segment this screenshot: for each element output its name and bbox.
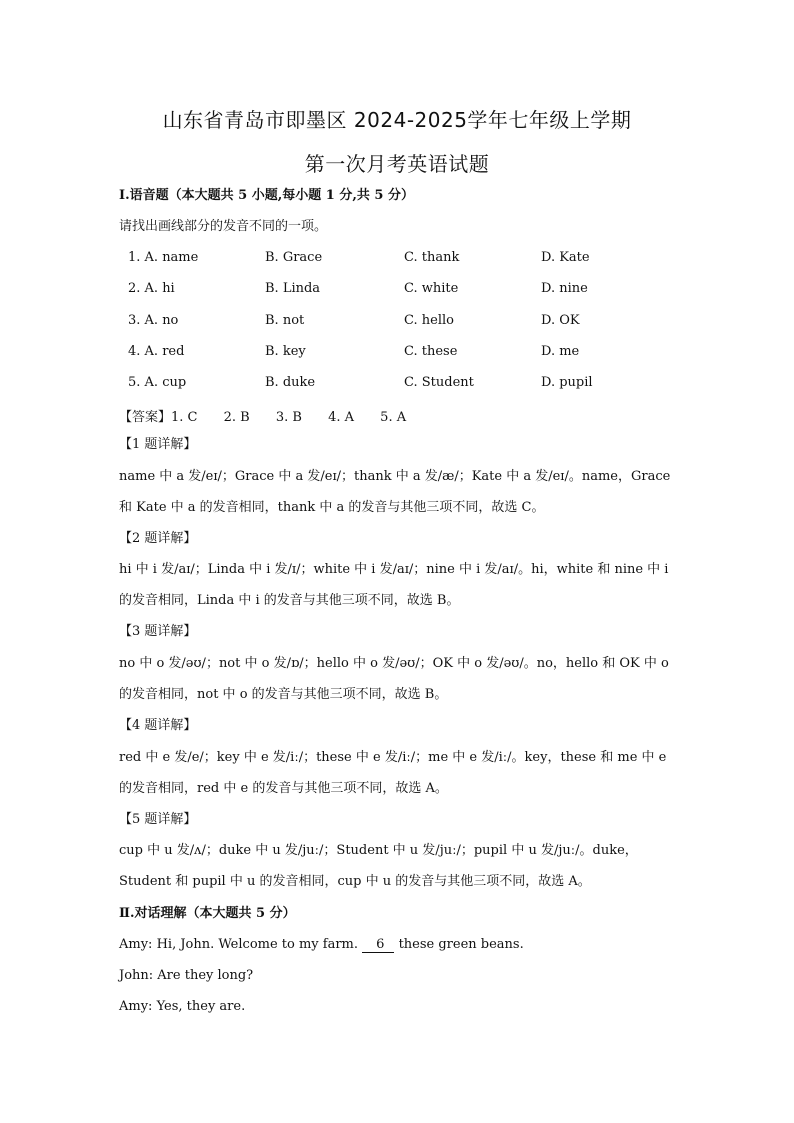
explanation-text: name 中 a 发/eɪ/；Grace 中 a 发/eɪ/；thank 中 a 发/æ/；Kate 中 a 发/eɪ/。name，Grace 和 Kate 中 a 的发音相同，thank 中 a 的发音与其他三项不同，故选 C。 <box>119 469 671 515</box>
answer-item: 5. A <box>380 410 407 425</box>
explanation-text: cup 中 u 发/ʌ/；duke 中 u 发/juː/；Student 中 u 发/juː/；pupil 中 u 发/juː/。duke，Student 和 pupil 中 u 的发音相同，cup 中 u 的发音与其他三项不同，故选 A。 <box>119 843 638 889</box>
option-d: D. me <box>541 344 580 359</box>
option-b: B. not <box>265 313 305 328</box>
option-d: D. Kate <box>541 250 590 265</box>
option-d: D. pupil <box>541 375 593 390</box>
option-d: D. nine <box>541 281 588 296</box>
dialogue-text: these green beans. <box>398 937 524 952</box>
explanation-heading: 【3 题详解】 <box>119 624 197 639</box>
explanation-text: no 中 o 发/əʊ/；not 中 o 发/ɒ/；hello 中 o 发/əʊ/；OK 中 o 发/əʊ/。no，hello 和 OK 中 o 的发音相同，not 中 o 的发音与其他三项不同，故选 B。 <box>119 656 669 702</box>
document-title-line-2: 第一次月考英语试题 <box>304 152 490 176</box>
dialogue-line: John: Are they long? <box>119 968 254 983</box>
document-title-line-1: 山东省青岛市即墨区 2024-2025学年七年级上学期 <box>162 108 632 132</box>
option-a: 2. A. hi <box>128 281 175 296</box>
question-row <box>128 250 688 266</box>
dialogue-line <box>119 937 524 953</box>
answer-blank: 6 <box>362 938 394 953</box>
question-row <box>128 313 688 329</box>
question-row <box>128 375 688 391</box>
answer-item: 3. B <box>275 410 302 425</box>
explanation-heading: 【1 题详解】 <box>119 437 197 452</box>
section-1-heading: Ⅰ.语音题（本大题共 5 小题,每小题 1 分,共 5 分） <box>119 188 414 203</box>
question-row <box>128 344 688 360</box>
option-b: B. key <box>265 344 306 359</box>
answer-item: 4. A <box>328 410 355 425</box>
explanation-heading: 【5 题详解】 <box>119 812 197 827</box>
option-b: B. duke <box>265 375 316 390</box>
dialogue-text: Amy: Hi, John. Welcome to my farm. <box>119 937 359 952</box>
answer-key <box>119 406 406 425</box>
option-a: 5. A. cup <box>128 375 187 390</box>
option-a: 4. A. red <box>128 344 185 359</box>
explanation-heading: 【4 题详解】 <box>119 718 197 733</box>
explanation-text: hi 中 i 发/aɪ/；Linda 中 i 发/ɪ/；white 中 i 发/aɪ/；nine 中 i 发/aɪ/。hi，white 和 nine 中 i 的发音相同，Linda 中 i 的发音与其他三项不同，故选 B。 <box>119 562 669 608</box>
answer-item: 2. B <box>223 410 250 425</box>
option-c: C. Student <box>404 375 474 390</box>
option-d: D. OK <box>541 313 580 328</box>
explanation-heading: 【2 题详解】 <box>119 531 197 546</box>
option-c: C. white <box>404 281 459 296</box>
dialogue-line: Amy: Yes, they are. <box>119 999 246 1014</box>
explanation-text: red 中 e 发/e/；key 中 e 发/iː/；these 中 e 发/iː/；me 中 e 发/iː/。key，these 和 me 中 e 的发音相同，red 中 e 的发音与其他三项不同，故选 A。 <box>119 750 667 796</box>
option-b: B. Grace <box>265 250 323 265</box>
section-1-instruction: 请找出画线部分的发音不同的一项。 <box>119 219 328 234</box>
option-c: C. these <box>404 344 458 359</box>
option-c: C. thank <box>404 250 460 265</box>
option-a: 3. A. no <box>128 313 179 328</box>
option-b: B. Linda <box>265 281 321 296</box>
section-2-heading: Ⅱ.对话理解（本大题共 5 分） <box>119 906 296 921</box>
option-c: C. hello <box>404 313 454 328</box>
option-a: 1. A. name <box>128 250 199 265</box>
question-row <box>128 281 688 297</box>
answer-label: 【答案】1. C <box>119 410 198 425</box>
